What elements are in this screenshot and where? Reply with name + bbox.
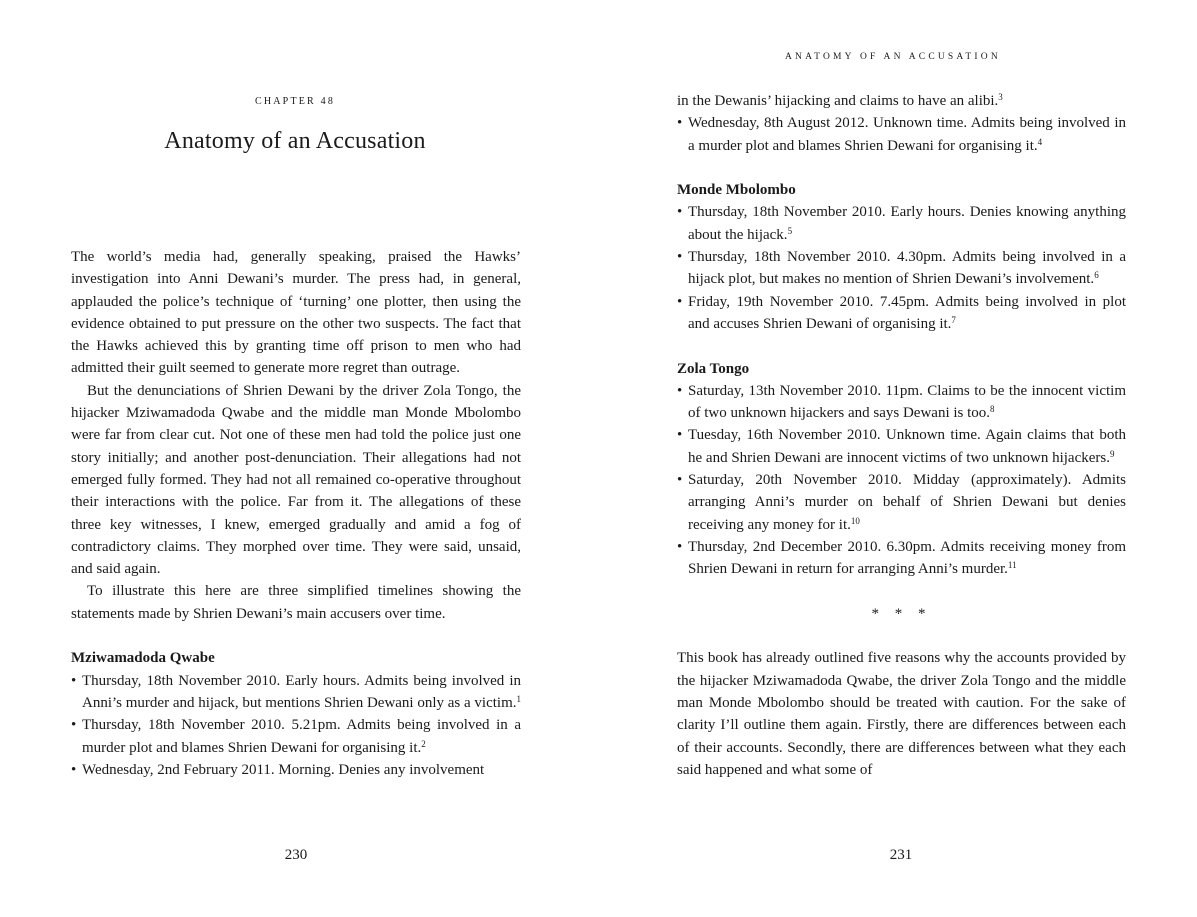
timeline-item: • Tuesday, 16th November 2010. Unknown time. Again claims that both he and Shrien Dewani are innocent victims of two unknown hijackers.$^9$ — [677, 427, 1126, 466]
chapter-title: Anatomy of an Accusation — [164, 128, 426, 154]
paragraph: The world’s media had, generally speaking, praised the Hawks’ investigation into Anni Dewani’s murder. The press had, in general, applauded the police’s technique of ‘turning’ one plotter, then using the evidence obtained to put pressure on the other two suspects. The fact that the Hawks achieved this by granting time off prison to men who had admitted their guilt seemed to generate more regret than outrage. — [71, 249, 521, 377]
right-body-text — [677, 90, 1126, 781]
footnote-ref: 1 — [516, 693, 522, 704]
timeline-item: • Thursday, 18th November 2010. 4.30pm. Admits being involved in a hijack plot, but makes no mention of Shrien Dewani’s involvement.$^6$ — [677, 249, 1126, 288]
timeline-item: • Thursday, 18th November 2010. Early hours. Admits being involved in Anni’s murder and hijack, but mentions Shrien Dewani only as a victim.$^1$ — [71, 672, 522, 711]
page-number: 230 — [284, 847, 308, 863]
footnote-ref: 7 — [951, 314, 956, 325]
closing-paragraph: This book has already outlined five reasons why the accounts provided by the hijacker Mziwamadoda Qwabe, the driver Zola Tongo and the middle man Monde Mbolombo should be treated with caution. For the sake of clarity I’ll outline them again. Firstly, there are differences between each of their accounts. Secondly, there are differences between what they each said happened and what some of — [677, 650, 1126, 778]
timeline-mbolombo — [677, 201, 1126, 335]
footnote-ref: 10 — [850, 515, 860, 526]
timeline-tongo — [677, 380, 1126, 581]
footnote-ref: 5 — [787, 225, 793, 236]
footnote-ref: 4 — [1037, 136, 1043, 147]
timeline-item: • Friday, 19th November 2010. 7.45pm. Admits being involved in plot and accuses Shrien Dewani of organising it.$^7$ — [677, 293, 1126, 332]
footnote-ref: 8 — [990, 404, 995, 415]
footnote-ref: 6 — [1094, 270, 1099, 281]
timeline-item: • Thursday, 18th November 2010. 5.21pm. Admits being involved in a murder plot and blames Shrien Dewani for organising it.$^2$ — [71, 717, 521, 756]
timeline-qwabe-continued — [677, 90, 1126, 157]
running-head: ANATOMY OF AN ACCUSATION — [785, 52, 1001, 62]
chapter-label: CHAPTER 48 — [254, 96, 336, 107]
paragraph: To illustrate this here are three simplified timelines showing the statements made by Shrien Dewani’s main accusers over time. — [71, 583, 521, 622]
footnote-ref: 11 — [1007, 560, 1017, 571]
section-separator: * * * — [871, 605, 932, 622]
right-page — [598, 0, 1197, 917]
footnote-ref: 2 — [421, 738, 426, 749]
timeline-item: • Saturday, 20th November 2010. Midday (approximately). Admits arranging Anni’s murder on behalf of Shrien Dewani but denies receiving any money for it.$^{10}$ — [677, 472, 1126, 533]
paragraph: But the denunciations of Shrien Dewani by the driver Zola Tongo, the hijacker Mziwamadoda Qwabe and the middle man Monde Mbolombo were far from clear cut. Not one of these men had told the police just one story initially; and another post-denunciation. Their allegations had not emerged fully formed. They had not all remained co-operative throughout their interactions with the police. Far from it. The allegations of these three key witnesses, I knew, emerged gradually and amid a fog of contradictory claims. They morphed over time. They were said, unsaid, and said again. — [71, 382, 521, 578]
section-heading-mbolombo: Monde Mbolombo — [677, 182, 796, 199]
left-body-text — [71, 246, 521, 781]
timeline-item: • Thursday, 2nd December 2010. 6.30pm. Admits receiving money from Shrien Dewani in return for arranging Anni’s murder.$^{11}$ — [677, 538, 1126, 578]
section-heading-qwabe: Mziwamadoda Qwabe — [71, 650, 215, 667]
timeline-item: • Thursday, 18th November 2010. Early hours. Denies knowing anything about the hijack.$^5$ — [677, 204, 1126, 243]
footnote-ref: 3 — [998, 92, 1003, 102]
timeline-item-continuation: in the Dewanis’ hijacking and claims to have an alibi.$^3$ — [677, 92, 1003, 109]
timeline-item: • Wednesday, 2nd February 2011. Morning. Denies any involvement — [71, 761, 485, 778]
timeline-qwabe — [71, 670, 521, 781]
section-heading-tongo: Zola Tongo — [677, 360, 750, 377]
timeline-item: • Saturday, 13th November 2010. 11pm. Claims to be the innocent victim of two unknown hijackers and says Dewani is too.$^8$ — [677, 382, 1126, 422]
footnote-ref: 9 — [1109, 448, 1115, 459]
timeline-item: • Wednesday, 8th August 2012. Unknown time. Admits being involved in a murder plot and blames Shrien Dewani for organising it.$^4$ — [677, 115, 1126, 154]
page-number: 231 — [889, 847, 913, 863]
left-page — [0, 0, 598, 917]
